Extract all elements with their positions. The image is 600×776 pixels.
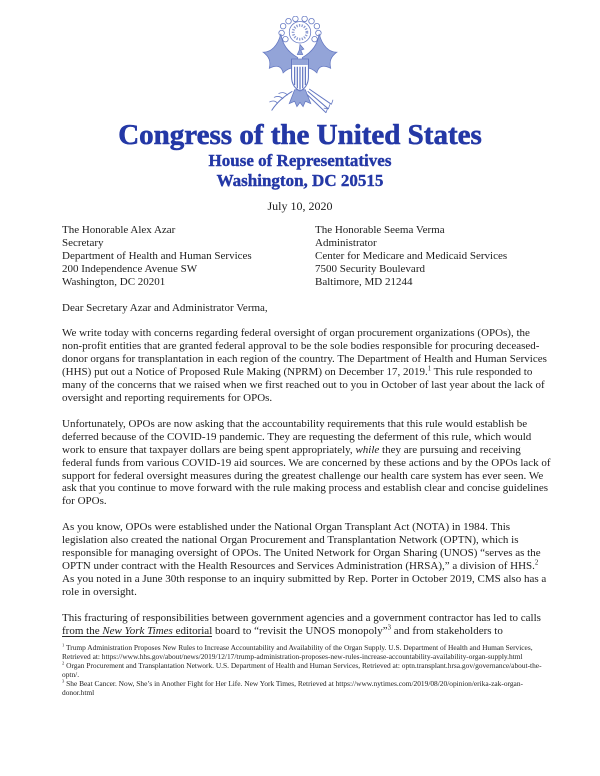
address-line: 200 Independence Avenue SW — [62, 262, 198, 275]
footnote-text: Trump Administration Proposes New Rules to Increase Accountability and Availability of the Organ Supply. U.S. Department of Health and Human Services, Retrieved at: https://www.hhs.gov/about/news/2019/12/17/trump-administration-proposes-new-rules-increase-accountability-availability-organ-supply.html — [62, 643, 533, 661]
great-seal-icon — [254, 16, 346, 116]
letterhead — [0, 0, 600, 214]
recipient-address-azar — [62, 224, 315, 289]
footnotes-section — [62, 636, 552, 697]
footnote-text: Organ Procurement and Transplantation Network. U.S. Department of Health and Human Services, Retrieved at: optn.transplant.hrsa.gov/governance/about-the-optn/. — [62, 661, 542, 679]
footnote-marker: 3 — [62, 678, 65, 684]
address-line: 7500 Security Boulevard — [315, 262, 425, 275]
footnote-divider — [62, 636, 212, 637]
letterhead-city: Washington, DC 20515 — [216, 171, 384, 190]
address-line: Center for Medicare and Medicaid Services — [315, 249, 508, 262]
letterhead-chamber: House of Representatives — [208, 151, 392, 170]
footnote-marker: 1 — [62, 642, 65, 648]
body-paragraph-1: We write today with concerns regarding federal oversight of organ procurement organizations (OPOs), the non-profit entities that are granted federal approval to be the sole bodies responsible for procuring deceased-donor organs for transplantation in each region of the country. The Department of Health and Human Services (HHS) put out a Notice of Proposed Rule Making (NPRM) on December 17, 2019.$^1$ This rule responded to many of the concerns that we raised when we first reached out to you in October of last year about the lack of oversight and reporting requirements for OPOs. — [62, 327, 547, 404]
body-paragraph-3: As you know, OPOs were established under the National Organ Transplant Act (NOTA) in 1984. This legislation also created the national Organ Procurement and Transplantation Network (OPTN), which is responsible for managing oversight of OPOs. The United Network for Organ Sharing (UNOS) “serves as the OPTN under contract with the Health Resources and Services Administration (HRSA),” a division of HHS.$^2$ As you noted in a June 30th response to an inquiry submitted by Rep. Porter in October 2019, CMS also has a role in oversight. — [62, 521, 547, 598]
recipient-blocks — [62, 224, 552, 289]
footnote-2 — [62, 661, 552, 679]
footnote-marker: 2 — [62, 660, 65, 666]
recipient-address-verma — [315, 224, 552, 289]
address-line: Washington, DC 20201 — [62, 275, 166, 288]
salutation: Dear Secretary Azar and Administrator Verma, — [62, 301, 268, 314]
address-line: Department of Health and Human Services — [62, 249, 252, 262]
address-line: The Honorable Alex Azar — [62, 224, 176, 236]
footnote-1 — [62, 643, 552, 661]
address-line: Secretary — [62, 236, 104, 249]
body-paragraph-2: Unfortunately, OPOs are now asking that the accountability requirements that this rule would establish be deferred because of the COVID-19 pandemic. They are requesting the deferment of this rule, which would work to ensure that taxpayer dollars are being spent appropriately, while they are pursuing and receiving federal funds from various COVID-19 aid sources. We are concerned by these actions and by the OPOs lack of support for federal oversight measures during the greatest challenge our health care system has ever seen. We ask that you continue to move forward with the rule making process and establish clear and concise guidelines for OPOs. — [62, 417, 551, 508]
address-line: Administrator — [315, 236, 377, 249]
letter-date: July 10, 2020 — [267, 199, 333, 213]
footnote-text: She Beat Cancer. Now, She’s in Another Fight for Her Life. New York Times, Retrieved at https://www.nytimes.com/2019/08/20/opinion/erika-zak-organ-donor.html — [62, 679, 523, 697]
letterhead-congress: Congress of the United States — [118, 119, 482, 151]
address-line: Baltimore, MD 21244 — [315, 275, 413, 288]
address-line: The Honorable Seema Verma — [315, 224, 445, 236]
body-paragraph-4: This fracturing of responsibilities between government agencies and a government contractor has led to calls from the New York Times editorial board to “revisit the UNOS monopoly”$^3$ and from stakeholders to — [62, 611, 541, 637]
letter-body — [62, 224, 552, 637]
footnote-3 — [62, 679, 552, 697]
